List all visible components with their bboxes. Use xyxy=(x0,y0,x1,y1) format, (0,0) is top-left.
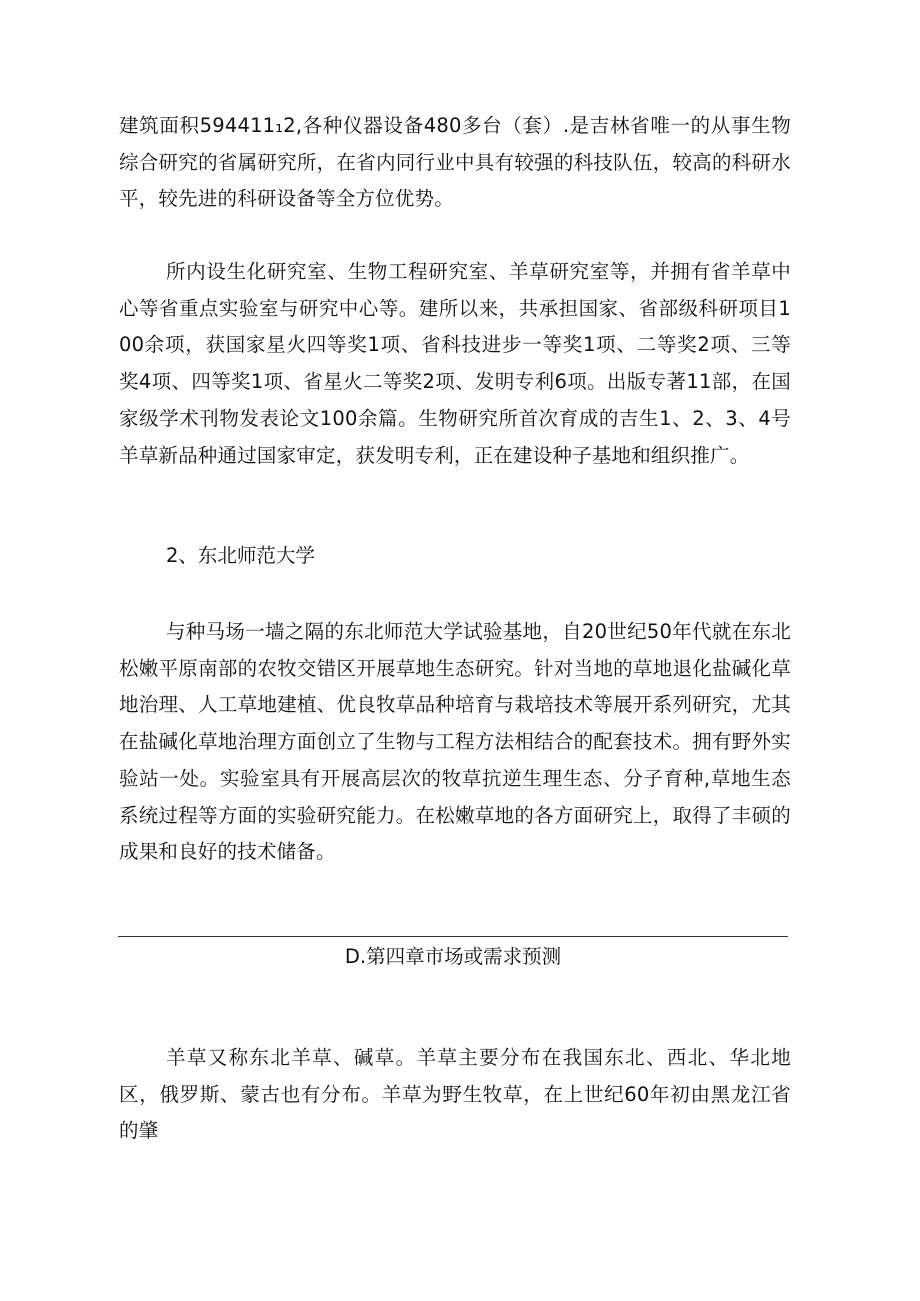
chapter-divider-line xyxy=(118,936,788,937)
paragraph-institute-facilities: 建筑面积594411₁2,各种仪器设备480多台（套）.是吉林省唯一的从事生物综合研究的省属研究所，在省内同行业中具有较强的科技队伍，较高的科研水平，较先进的科研设备等全方位优势。 xyxy=(119,114,791,211)
paragraph-institute-achievements: 所内设生化研究室、生物工程研究室、羊草研究室等，并拥有省羊草中心等省重点实验室与研究中心等。建所以来，共承担国家、省部级科研项目100余项，获国家星火四等奖1项、省科技进步一等奖1项、二等奖2项、三等奖4项、四等奖1项、省星火二等奖2项、发明专利6项。出版专著11部，在国家级学术刊物发表论文100余篇。生物研究所首次育成的吉生1、2、3、4号羊草新品种通过国家审定，获发明专利，正在建设种子基地和组织推广。 xyxy=(119,260,791,467)
chapter-title: D.第四章市场或需求预测 xyxy=(344,945,562,968)
paragraph-university-research: 与种马场一墙之隔的东北师范大学试验基地，自20世纪50年代就在东北松嫩平原南部的农牧交错区开展草地生态研究。针对当地的草地退化盐碱化草地治理、人工草地建植、优良牧草品种培育与栽培技术等展开系列研究，尤其在盐碱化草地治理方面创立了生物与工程方法相结合的配套技术。拥有野外实验站一处。实验室具有开展高层次的牧草抗逆生理生态、分子育种,草地生态系统过程等方面的实验研究能力。在松嫩草地的各方面研究上，取得了丰硕的成果和良好的技术储备。 xyxy=(119,620,791,864)
section-heading-northeast-normal-university: 2、东北师范大学 xyxy=(166,544,315,567)
paragraph-leymus-distribution: 羊草又称东北羊草、碱草。羊草主要分布在我国东北、西北、华北地区，俄罗斯、蒙古也有分布。羊草为野生牧草，在上世纪60年初由黑龙江省的肇 xyxy=(119,1046,791,1143)
